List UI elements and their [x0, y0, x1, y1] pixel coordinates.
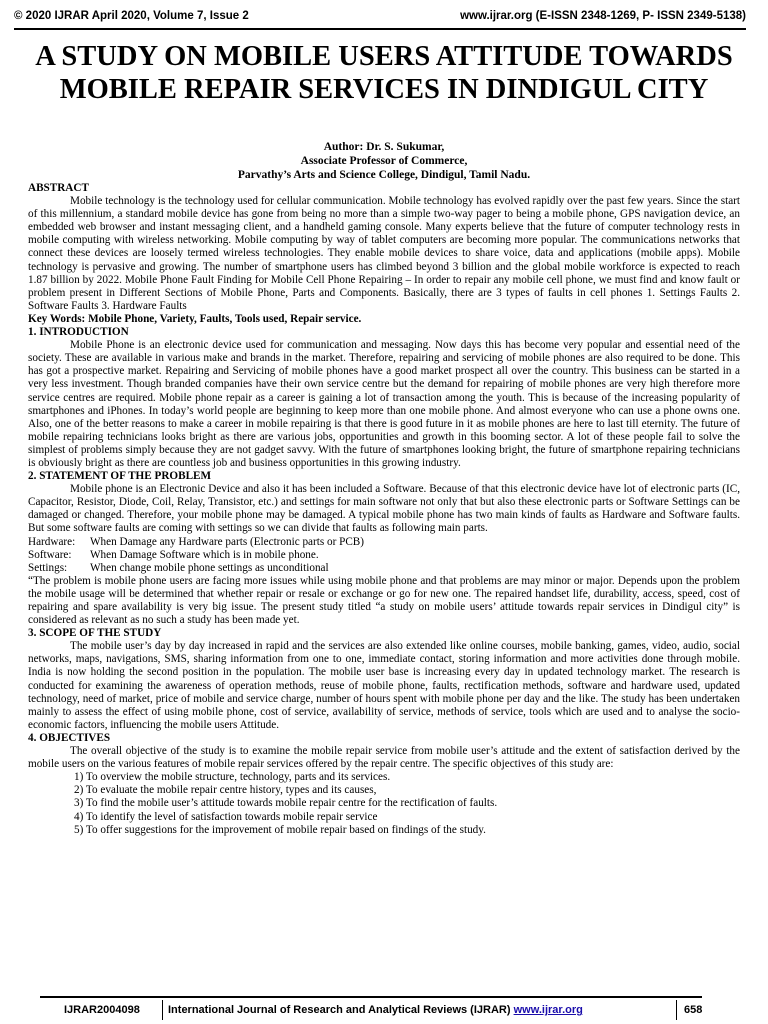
fault-description: When Damage any Hardware parts (Electronic parts or PCB) — [90, 535, 364, 548]
scope-text: The mobile user’s day by day increased in rapid and the services are also extended like online courses, mobile banking, games, video, audio, social networks, maps, navigations, SMS, sharing information from one to one, immediate contact, storing information and more activities done through mobile. India is now holding the second position in the population. The mobile user base is increasing every day in updated technology market. The research is conducted for examining the awareness of operation methods, reuse of mobile phone, faults, rectification methods, software and hardware used, updated technology, need of market, price of mobile and service charge, number of hours spent with mobile phone per day and the like. The study has been undertaken mainly to assess the effect of using mobile phone, cost of service, availability of service, methods of service, tools which are used and to analyse the socio-economic factors, influencing the mobile users Attitude. — [28, 640, 740, 731]
footer-divider — [162, 1000, 163, 1020]
footer-paper-id: IJRAR2004098 — [64, 1004, 140, 1016]
fault-description: When Damage Software which is in mobile phone. — [90, 548, 319, 561]
fault-item — [28, 562, 740, 575]
paper-title: A STUDY ON MOBILE USERS ATTITUDE TOWARDS MOBILE REPAIR SERVICES IN DINDIGUL CITY — [35, 41, 733, 105]
author-affiliation: Parvathy’s Arts and Science College, Dindigul, Tamil Nadu. — [237, 169, 531, 181]
header-journal-info: www.ijrar.org (E-ISSN 2348-1269, P- ISSN 2349-5138) — [460, 10, 746, 22]
author-name: Author: Dr. S. Sukumar, — [323, 141, 445, 153]
paper-body — [28, 182, 740, 837]
abstract-heading: ABSTRACT — [28, 182, 89, 194]
objective-item: 3) To find the mobile user’s attitude towards mobile repair centre for the rectification of faults. — [74, 797, 498, 810]
footer-journal — [168, 1002, 583, 1018]
running-header — [14, 6, 746, 30]
section-heading-problem: 2. STATEMENT OF THE PROBLEM — [28, 470, 212, 483]
header-issue-info: © 2020 IJRAR April 2020, Volume 7, Issue 2 — [14, 10, 249, 22]
author-position: Associate Professor of Commerce, — [300, 155, 468, 167]
fault-label: Software: — [28, 548, 72, 561]
section-heading-scope: 3. SCOPE OF THE STUDY — [28, 627, 162, 640]
fault-description: When change mobile phone settings as unconditional — [90, 561, 329, 574]
footer-journal-name: International Journal of Research and Analytical Reviews (IJRAR) — [168, 1004, 511, 1016]
introduction-text: Mobile Phone is an electronic device used for communication and messaging. Now days this has become very popular and essential need of the society. These are available in various make and brands in the market. Therefore, repairing and servicing of mobile phones are also required to be done. This has got a prospective market. Repairing and Servicing of mobile phones have a good market prospect all over the country. This business can be started in a very less investment. Though branded companies have their own service centre but the demand for repairing of mobile phones are very high therefore more service centres are required. Mobile phone repair as a career is gaining a lot of transaction among the youth. This is because of the increasing popularity of smartphones and iPhones. In today’s world people are beginning to keep more than one mobile phone. And almost everyone who can use a phone owns one. Also, one of the better reasons to make a career in mobile repairing is that there is good future in it as mobile phones are here to last till eternity. The future of mobile repairing technicians looks bright as there are various jobs, opportunities and growth in this booming sector. A lot of these people fail to solve the simplest of problems simply because they are not gadget savvy. With the future of smartphones looking bright, the future of smartphone repairing technicians is obviously bright as there are countless job and business opportunities in this growing industry. — [28, 339, 740, 469]
objective-item: 1) To overview the mobile structure, technology, parts and its services. — [74, 771, 391, 784]
fault-label: Settings: — [28, 561, 68, 574]
section-heading-introduction: 1. INTRODUCTION — [28, 326, 129, 339]
objective-item: 2) To evaluate the mobile repair centre history, types and its causes, — [74, 784, 377, 797]
section-heading-objectives: 4. OBJECTIVES — [28, 731, 111, 744]
problem-text-continued: “The problem is mobile phone users are facing more issues while using mobile phone and that problems are may minor or major. Depends upon the problem the mobile usage will be determined that whether repair or resale or exchange or go for new one. The repaired handset life, durability, access, speed, cost of repairing and spare availability is very big issue. The present study titled “a study on mobile users’ attitude towards repair services in Dindigul city” is considered as relevant as no such a study has been made yet. — [28, 574, 740, 627]
abstract-text: Mobile technology is the technology used for cellular communication. Mobile technology has evolved rapidly over the past few years. Since the start of this millennium, a standard mobile device has gone from being no more than a simple two-way pager to being a mobile phone, GPS navigation device, an embedded web browser and instant messaging client, and a handheld gaming console. Many experts believe that the future of computer technology rests in mobile computing with wireless networking. Mobile computing by way of tablet computers are becoming more popular. The communications networks that connect these devices are loosely termed wireless technologies. They enable mobile devices to share voice, data and applications (mobile apps). Mobile technology is pervasive and growing. The number of smartphone users has climbed beyond 3 billion and the global mobile workforce is expected to reach 1.87 billion by 2022. Mobile Phone Fault Finding for Mobile Cell Phone Repairing – In order to repair any mobile cell phone, we must find and know fault or problem present in Different Sections of Mobile Phone, Parts and Components. Basically, there are 3 types of faults in cell phones 1. Settings Faults 2. Software Faults 3. Hardware Faults — [28, 195, 740, 312]
problem-text: Mobile phone is an Electronic Device and also it has been included a Software. Because of that this electronic device have lot of electronic parts (IC, Capacitor, Resistor, Diode, Coil, Relay, Transistor, etc.) and settings for main software not only that but also these electronic parts or Software Settings can be damaged or changed. Therefore, your mobile phone may be damaged. A typical mobile phone has two main kinds of faults as Hardware and Software faults. But some software faults are coming with settings so we can divide that faults as following main parts. — [28, 483, 740, 535]
author-block — [0, 140, 768, 182]
page-number: 658 — [684, 1004, 703, 1016]
objective-item: 5) To offer suggestions for the improvement of mobile repair based on findings of the study. — [74, 823, 486, 836]
fault-item — [28, 536, 740, 549]
fault-item — [28, 549, 740, 562]
objective-item: 4) To identify the level of satisfaction towards mobile repair service — [74, 810, 378, 823]
fault-label: Hardware: — [28, 535, 76, 548]
running-footer — [40, 996, 702, 1020]
objectives-text: The overall objective of the study is to examine the mobile repair service from mobile user’s attitude and the extent of satisfaction derived by the mobile users on the various features of mobile repair services offered by the repair centre. The specific objectives of this study are: — [28, 745, 740, 771]
keywords: Key Words: Mobile Phone, Variety, Faults, Tools used, Repair service. — [28, 312, 362, 325]
footer-journal-link[interactable]: www.ijrar.org — [513, 1004, 583, 1016]
footer-divider — [676, 1000, 677, 1020]
